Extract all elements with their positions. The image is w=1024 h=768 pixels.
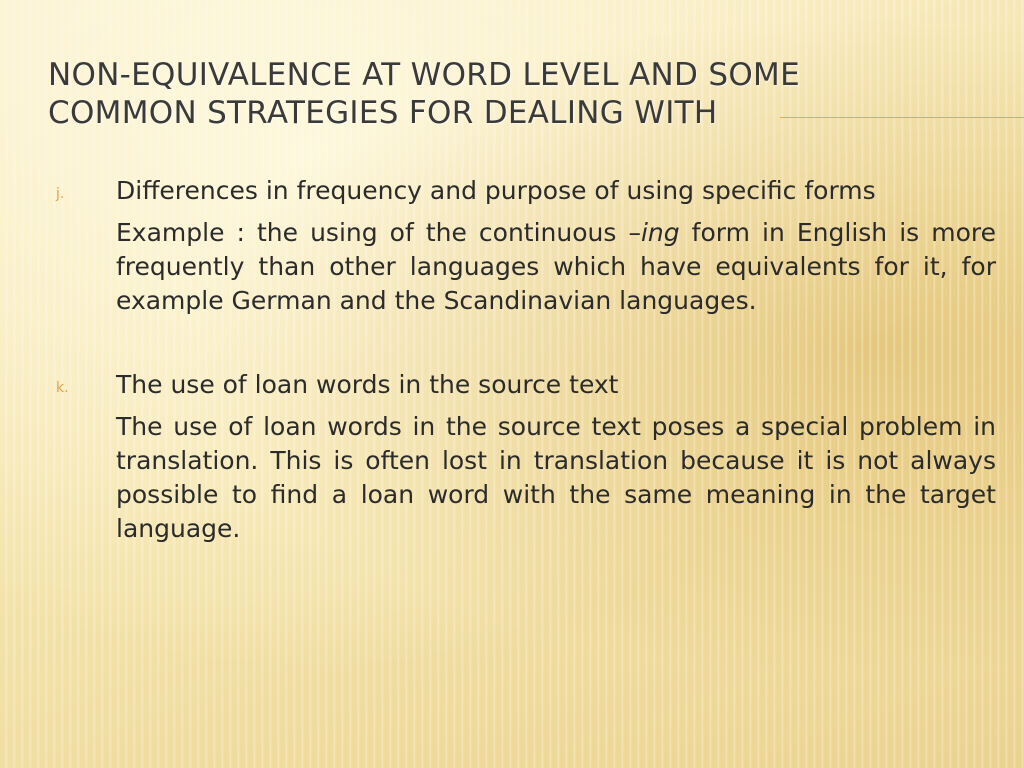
- title-underline-rule: [780, 117, 1024, 118]
- item-body-text-end: form in English is more frequently than other languages which have equivalents for it, for example German and the Scandinavian languages.: [116, 218, 996, 315]
- item-body-italic-suffix: ing: [640, 218, 680, 247]
- item-heading: The use of loan words in the source text: [116, 370, 619, 399]
- slide-title-line-2: COMMON STRATEGIES FOR DEALING WITH: [48, 95, 718, 131]
- item-heading: Differences in frequency and purpose of using specific forms: [116, 176, 876, 205]
- list-item-k: [56, 368, 996, 546]
- item-body-text-start: Example : the using of the continuous –: [116, 218, 641, 247]
- list-marker-k: k.: [56, 380, 69, 396]
- list-item-j: [56, 174, 996, 318]
- slide-title-line-1: NON-EQUIVALENCE AT WORD LEVEL AND SOME: [48, 57, 800, 93]
- slide-title: [48, 56, 928, 132]
- item-body: The use of loan words in the source text poses a special problem in translation. This is often lost in translation because it is not always possible to find a loan word with the same meaning in the target language.: [116, 412, 996, 543]
- list-marker-j: j.: [56, 186, 65, 202]
- slide-content: [56, 174, 996, 546]
- item-body: [116, 216, 996, 318]
